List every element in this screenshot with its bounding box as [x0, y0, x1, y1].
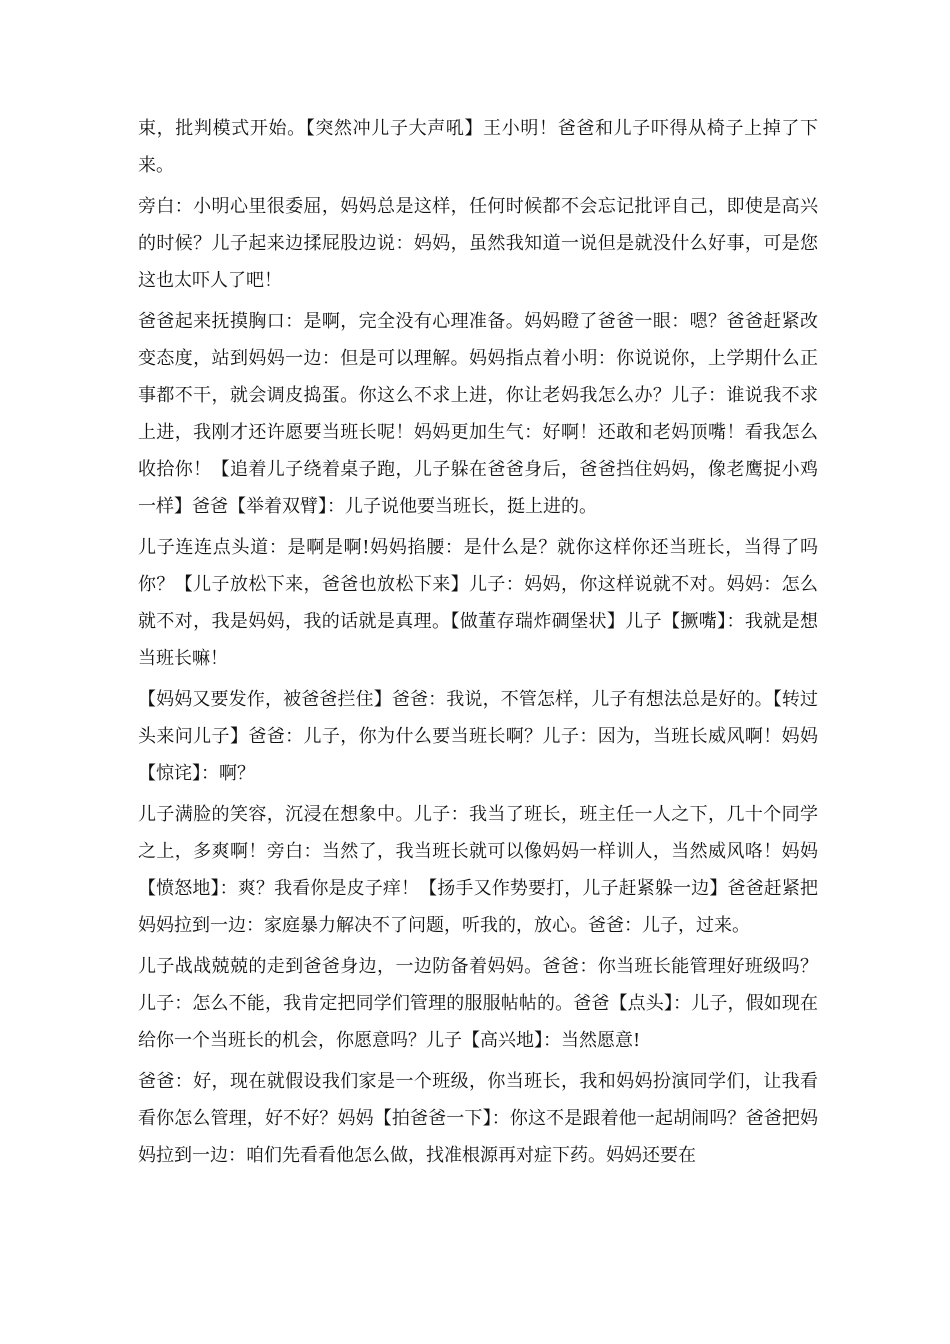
paragraph: 儿子战战兢兢的走到爸爸身边，一边防备着妈妈。爸爸：你当班长能管理好班级吗？儿子：怎么不能，我肯定把同学们管理的服服帖帖的。爸爸【点头】：儿子，假如现在给你一个当班长的机会，你愿意吗？儿子【高兴地】：当然愿意!	[138, 956, 818, 1051]
document-body	[138, 110, 818, 1178]
paragraph: 束，批判模式开始。【突然冲儿子大声吼】王小明！爸爸和儿子吓得从椅子上掉了下来。	[138, 118, 818, 176]
paragraph: 儿子满脸的笑容，沉浸在想象中。儿子：我当了班长，班主任一人之下，几十个同学之上，多爽啊！旁白：当然了，我当班长就可以像妈妈一样训人，当然威风咯！妈妈【愤怒地】：爽？我看你是皮子痒！【扬手又作势要打，儿子赶紧躲一边】爸爸赶紧把妈妈拉到一边：家庭暴力解决不了问题，听我的，放心。爸爸：儿子，过来。	[138, 804, 818, 936]
paragraph: 【妈妈又要发作，被爸爸拦住】爸爸：我说，不管怎样，儿子有想法总是好的。【转过头来问儿子】爸爸：儿子，你为什么要当班长啊？儿子：因为，当班长威风啊！妈妈【惊诧】：啊？	[138, 689, 818, 784]
paragraph: 儿子连连点头道：是啊是啊!妈妈掐腰：是什么是？就你这样你还当班长，当得了吗你？【儿子放松下来，爸爸也放松下来】儿子：妈妈，你这样说就不对。妈妈：怎么就不对，我是妈妈，我的话就是真理。【做董存瑞炸碉堡状】儿子【撅嘴】：我就是想当班长嘛！	[138, 537, 818, 669]
paragraph: 爸爸：好，现在就假设我们家是一个班级，你当班长，我和妈妈扮演同学们，让我看看你怎么管理，好不好？妈妈【拍爸爸一下】：你这不是跟着他一起胡闹吗？爸爸把妈妈拉到一边：咱们先看看他怎么做，找准根源再对症下药。妈妈还要在	[138, 1071, 818, 1166]
paragraph: 旁白：小明心里很委屈，妈妈总是这样，任何时候都不会忘记批评自己，即使是高兴的时候？儿子起来边揉屁股边说：妈妈，虽然我知道一说但是就没什么好事，可是您这也太吓人了吧！	[138, 196, 818, 291]
paragraph: 爸爸起来抚摸胸口：是啊，完全没有心理准备。妈妈瞪了爸爸一眼：嗯？爸爸赶紧改变态度，站到妈妈一边：但是可以理解。妈妈指点着小明：你说说你，上学期什么正事都不干，就会调皮捣蛋。你这么不求上进，你让老妈我怎么办？儿子：谁说我不求上进，我刚才还许愿要当班长呢！妈妈更加生气：好啊！还敢和老妈顶嘴！看我怎么收拾你！【追着儿子绕着桌子跑，儿子躲在爸爸身后，爸爸挡住妈妈，像老鹰捉小鸡一样】爸爸【举着双臂】：儿子说他要当班长，挺上进的。	[138, 311, 818, 517]
